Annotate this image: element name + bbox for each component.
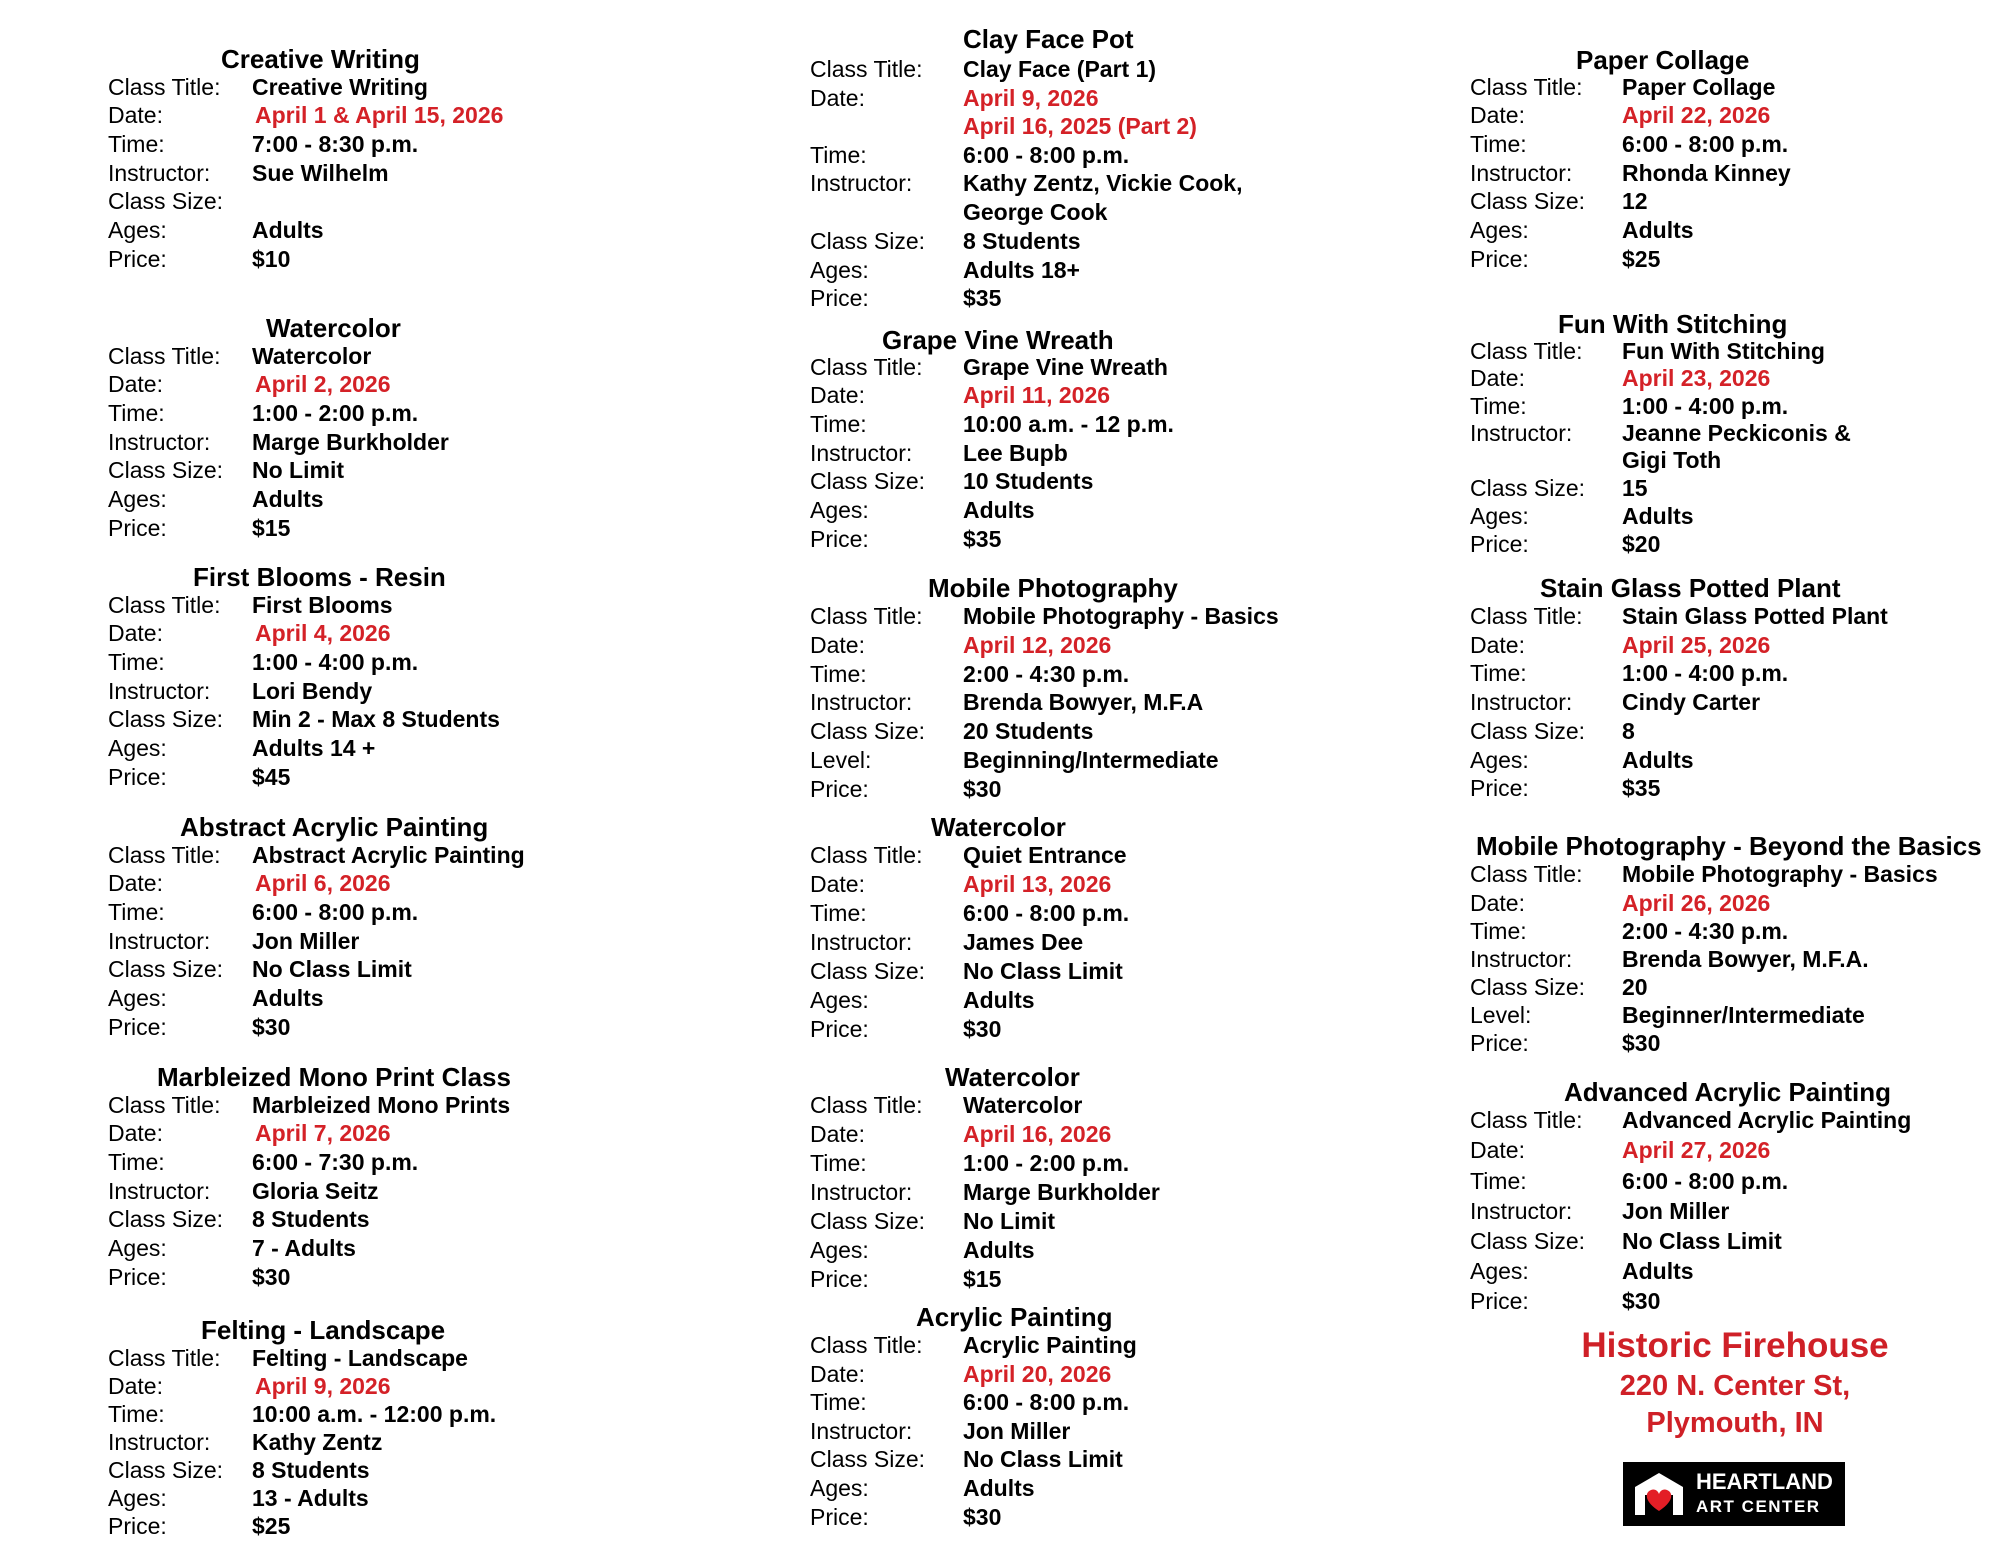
detail-label: Time:: [1470, 918, 1527, 944]
detail-value: $15: [963, 1266, 1002, 1292]
detail-value: $30: [1622, 1288, 1661, 1314]
detail-label: Class Size:: [810, 1446, 926, 1472]
detail-label: Time:: [1470, 1168, 1527, 1194]
detail-label: Time:: [810, 661, 867, 687]
venue-name: Historic Firehouse: [1581, 1326, 1889, 1365]
detail-label: Class Title:: [810, 354, 923, 380]
detail-label: Date:: [108, 1120, 163, 1146]
detail-value: $20: [1622, 531, 1661, 557]
class-heading: Marbleized Mono Print Class: [157, 1062, 511, 1092]
detail-value: Adults 18+: [963, 257, 1080, 283]
detail-value: Adults: [963, 1475, 1035, 1501]
detail-value: $30: [252, 1014, 291, 1040]
detail-label: Date:: [1470, 890, 1525, 916]
detail-value: Rhonda Kinney: [1622, 160, 1791, 186]
detail-label: Price:: [810, 1504, 869, 1530]
detail-label: Time:: [810, 900, 867, 926]
detail-value: Jon Miller: [252, 928, 360, 954]
detail-label: Class Size:: [810, 468, 926, 494]
detail-value: Adults: [1622, 747, 1694, 773]
detail-label: Instructor:: [108, 160, 211, 186]
detail-label: Time:: [1470, 660, 1527, 686]
detail-label: Class Size:: [108, 1457, 224, 1483]
detail-label: Class Title:: [810, 1332, 923, 1358]
detail-label: Price:: [1470, 775, 1529, 801]
detail-label: Date:: [810, 632, 865, 658]
detail-label: Price:: [810, 776, 869, 802]
detail-label: Class Title:: [108, 592, 221, 618]
detail-value: Cindy Carter: [1622, 689, 1761, 715]
detail-label: Ages:: [108, 1235, 167, 1261]
detail-value: 6:00 - 8:00 p.m.: [963, 1389, 1130, 1415]
detail-value: Mobile Photography - Basics: [963, 603, 1279, 629]
detail-value: Creative Writing: [252, 74, 428, 100]
detail-label: Ages:: [810, 1475, 869, 1501]
detail-value: 6:00 - 8:00 p.m.: [963, 142, 1130, 168]
detail-value: 7 - Adults: [252, 1235, 356, 1261]
detail-label: Instructor:: [108, 678, 211, 704]
detail-label: Date:: [1470, 365, 1525, 391]
detail-label: Price:: [108, 1513, 167, 1539]
detail-value: 7:00 - 8:30 p.m.: [252, 131, 419, 157]
detail-value: $30: [963, 776, 1002, 802]
detail-date-value: April 4, 2026: [255, 620, 391, 646]
detail-label: Class Size:: [108, 1206, 224, 1232]
detail-label: Date:: [108, 620, 163, 646]
detail-value: Watercolor: [963, 1092, 1083, 1118]
detail-date-value: April 11, 2026: [963, 382, 1111, 408]
detail-label: Class Size:: [810, 958, 926, 984]
detail-value: Jeanne Peckiconis &: [1622, 420, 1851, 446]
detail-label: Instructor:: [1470, 946, 1573, 972]
detail-value: 20: [1622, 974, 1648, 1000]
detail-value: 6:00 - 8:00 p.m.: [252, 899, 419, 925]
class-heading: Paper Collage: [1576, 45, 1750, 75]
detail-label: Price:: [1470, 1030, 1529, 1056]
detail-value: 1:00 - 4:00 p.m.: [1622, 393, 1789, 419]
detail-label: Time:: [810, 411, 867, 437]
detail-label: Ages:: [1470, 1258, 1529, 1284]
detail-value: Adults: [963, 987, 1035, 1013]
detail-label: Ages:: [108, 985, 167, 1011]
detail-value: No Limit: [252, 457, 344, 483]
detail-value: Adults: [252, 985, 324, 1011]
detail-value: $35: [963, 285, 1002, 311]
detail-value: Sue Wilhelm: [252, 160, 389, 186]
detail-label: Date:: [810, 1121, 865, 1147]
detail-label: Ages:: [810, 497, 869, 523]
detail-date-value: April 16, 2025 (Part 2): [963, 113, 1197, 139]
detail-label: Instructor:: [108, 429, 211, 455]
detail-value: Adults: [963, 497, 1035, 523]
detail-value: Adults: [252, 217, 324, 243]
detail-label: Instructor:: [1470, 689, 1573, 715]
detail-label: Instructor:: [810, 440, 913, 466]
detail-value: Paper Collage: [1622, 74, 1776, 100]
detail-value: Brenda Bowyer, M.F.A: [963, 689, 1204, 715]
detail-label: Class Title:: [108, 1092, 221, 1118]
detail-label: Price:: [108, 515, 167, 541]
detail-value: 1:00 - 4:00 p.m.: [252, 649, 419, 675]
detail-label: Price:: [108, 764, 167, 790]
detail-label: Price:: [1470, 246, 1529, 272]
detail-value: 6:00 - 7:30 p.m.: [252, 1149, 419, 1175]
class-heading: Grape Vine Wreath: [882, 325, 1114, 355]
detail-value: Adults: [1622, 503, 1694, 529]
class-heading: Felting - Landscape: [201, 1315, 446, 1345]
detail-label: Time:: [810, 1150, 867, 1176]
detail-label: Date:: [108, 371, 163, 397]
detail-date-value: April 6, 2026: [255, 870, 391, 896]
detail-value: $45: [252, 764, 291, 790]
detail-label: Class Title:: [1470, 603, 1583, 629]
heartland-art-center-logo: [1623, 1462, 1845, 1526]
detail-label: Ages:: [810, 257, 869, 283]
detail-value: Abstract Acrylic Painting: [252, 842, 525, 868]
detail-value: Stain Glass Potted Plant: [1622, 603, 1888, 629]
detail-label: Class Title:: [810, 603, 923, 629]
detail-value: $35: [1622, 775, 1661, 801]
detail-label: Date:: [810, 85, 865, 111]
detail-value: Clay Face (Part 1): [963, 56, 1157, 82]
heart-house-icon: [1631, 1471, 1687, 1517]
detail-label: Date:: [810, 871, 865, 897]
detail-label: Time:: [108, 1401, 165, 1427]
detail-value: Min 2 - Max 8 Students: [252, 706, 500, 732]
detail-label: Class Size:: [1470, 1228, 1586, 1254]
detail-label: Date:: [108, 1373, 163, 1399]
detail-label: Ages:: [108, 486, 167, 512]
detail-value: $15: [252, 515, 291, 541]
detail-label: Date:: [108, 870, 163, 896]
detail-value: Kathy Zentz: [252, 1429, 383, 1455]
detail-value: 1:00 - 2:00 p.m.: [252, 400, 419, 426]
detail-label: Class Size:: [810, 718, 926, 744]
detail-label: Class Size:: [1470, 475, 1586, 501]
detail-label: Ages:: [108, 217, 167, 243]
detail-label: Price:: [1470, 531, 1529, 557]
detail-label: Time:: [108, 400, 165, 426]
detail-label: Price:: [1470, 1288, 1529, 1314]
detail-value: 2:00 - 4:30 p.m.: [963, 661, 1130, 687]
detail-label: Time:: [108, 899, 165, 925]
detail-value: Grape Vine Wreath: [963, 354, 1168, 380]
class-heading: Watercolor: [931, 812, 1066, 842]
detail-value: Adults: [1622, 1258, 1694, 1284]
detail-value: Brenda Bowyer, M.F.A.: [1622, 946, 1869, 972]
detail-label: Price:: [108, 246, 167, 272]
detail-value: First Blooms: [252, 592, 393, 618]
detail-value: 1:00 - 4:00 p.m.: [1622, 660, 1789, 686]
detail-date-value: April 2, 2026: [255, 371, 391, 397]
detail-label: Instructor:: [1470, 420, 1573, 446]
class-heading: Advanced Acrylic Painting: [1564, 1077, 1892, 1107]
detail-label: Price:: [810, 1266, 869, 1292]
detail-label: Time:: [810, 1389, 867, 1415]
detail-label: Class Title:: [810, 842, 923, 868]
detail-value: Kathy Zentz, Vickie Cook,: [963, 170, 1243, 196]
detail-label: Instructor:: [1470, 160, 1573, 186]
class-heading: Watercolor: [945, 1062, 1080, 1092]
detail-label: Level:: [1470, 1002, 1532, 1028]
detail-value: $30: [963, 1016, 1002, 1042]
detail-label: Ages:: [108, 1485, 167, 1511]
detail-label: Price:: [810, 1016, 869, 1042]
detail-value: 15: [1622, 475, 1648, 501]
detail-label: Class Size:: [108, 956, 224, 982]
detail-value: Jon Miller: [963, 1418, 1071, 1444]
detail-date-value: April 12, 2026: [963, 632, 1112, 658]
logo-line-1: HEARTLAND: [1696, 1469, 1833, 1494]
detail-label: Class Size:: [810, 1208, 926, 1234]
detail-label: Ages:: [1470, 747, 1529, 773]
detail-value: No Class Limit: [963, 958, 1123, 984]
detail-value: Quiet Entrance: [963, 842, 1127, 868]
class-heading: Abstract Acrylic Painting: [180, 812, 489, 842]
detail-value: 10:00 a.m. - 12 p.m.: [963, 411, 1174, 437]
detail-label: Ages:: [810, 987, 869, 1013]
detail-value: Beginning/Intermediate: [963, 747, 1219, 773]
detail-date-value: April 23, 2026: [1622, 365, 1771, 391]
class-heading: Acrylic Painting: [916, 1302, 1113, 1332]
detail-value: 13 - Adults: [252, 1485, 369, 1511]
detail-value: 8 Students: [963, 228, 1081, 254]
detail-label: Time:: [108, 1149, 165, 1175]
detail-label: Class Title:: [1470, 1107, 1583, 1133]
detail-value: Lori Bendy: [252, 678, 373, 704]
detail-date-value: April 27, 2026: [1622, 1137, 1771, 1163]
detail-value: Advanced Acrylic Painting: [1622, 1107, 1912, 1133]
detail-label: Class Title:: [1470, 74, 1583, 100]
detail-value: 8 Students: [252, 1206, 370, 1232]
detail-label: Class Size:: [1470, 974, 1586, 1000]
detail-date-value: April 9, 2026: [963, 85, 1099, 111]
detail-value: 8 Students: [252, 1457, 370, 1483]
detail-label: Instructor:: [108, 1178, 211, 1204]
detail-date-value: April 1 & April 15, 2026: [255, 102, 504, 128]
class-heading: Creative Writing: [221, 44, 420, 74]
detail-label: Ages:: [1470, 217, 1529, 243]
detail-label: Class Size:: [1470, 718, 1586, 744]
detail-date-value: April 9, 2026: [255, 1373, 391, 1399]
detail-value: $35: [963, 526, 1002, 552]
detail-value: James Dee: [963, 929, 1084, 955]
detail-label: Time:: [1470, 393, 1527, 419]
class-heading: Fun With Stitching: [1558, 309, 1788, 339]
detail-date-value: April 22, 2026: [1622, 102, 1771, 128]
detail-value: 10:00 a.m. - 12:00 p.m.: [252, 1401, 497, 1427]
detail-value: 2:00 - 4:30 p.m.: [1622, 918, 1789, 944]
venue-address-city: Plymouth, IN: [1646, 1407, 1824, 1439]
detail-label: Class Size:: [108, 188, 224, 214]
detail-value: $25: [1622, 246, 1661, 272]
detail-value: Mobile Photography - Basics: [1622, 861, 1938, 887]
detail-label: Date:: [1470, 1137, 1525, 1163]
detail-value: No Class Limit: [1622, 1228, 1782, 1254]
class-heading: Stain Glass Potted Plant: [1540, 573, 1841, 603]
detail-date-value: April 26, 2026: [1622, 890, 1771, 916]
detail-date-value: April 20, 2026: [963, 1361, 1112, 1387]
detail-value: No Class Limit: [252, 956, 412, 982]
detail-value: No Class Limit: [963, 1446, 1123, 1472]
detail-label: Ages:: [108, 735, 167, 761]
detail-value: Watercolor: [252, 343, 372, 369]
detail-value: Lee Bupb: [963, 440, 1068, 466]
detail-label: Date:: [108, 102, 163, 128]
detail-label: Instructor:: [108, 928, 211, 954]
detail-label: Price:: [810, 526, 869, 552]
detail-label: Time:: [1470, 131, 1527, 157]
detail-label: Class Size:: [108, 706, 224, 732]
detail-label: Ages:: [1470, 503, 1529, 529]
detail-label: Time:: [108, 649, 165, 675]
detail-label: Date:: [810, 1361, 865, 1387]
detail-date-value: April 7, 2026: [255, 1120, 391, 1146]
detail-value: Marbleized Mono Prints: [252, 1092, 511, 1118]
detail-value: $25: [252, 1513, 291, 1539]
detail-label: Instructor:: [810, 170, 913, 196]
detail-label: Instructor:: [810, 1179, 913, 1205]
detail-value: Jon Miller: [1622, 1198, 1730, 1224]
detail-label: Class Title:: [108, 74, 221, 100]
detail-value: No Limit: [963, 1208, 1055, 1234]
detail-label: Ages:: [810, 1237, 869, 1263]
detail-label: Class Title:: [810, 1092, 923, 1118]
detail-label: Instructor:: [810, 929, 913, 955]
detail-value: 20 Students: [963, 718, 1094, 744]
detail-value: 6:00 - 8:00 p.m.: [963, 900, 1130, 926]
logo-line-2: ART CENTER: [1696, 1497, 1821, 1516]
detail-value: Beginner/Intermediate: [1622, 1002, 1865, 1028]
detail-value: 12: [1622, 188, 1648, 214]
detail-label: Time:: [108, 131, 165, 157]
detail-value: 6:00 - 8:00 p.m.: [1622, 131, 1789, 157]
detail-label: Instructor:: [108, 1429, 211, 1455]
detail-label: Class Title:: [108, 842, 221, 868]
detail-label: Date:: [1470, 632, 1525, 658]
detail-value: $10: [252, 246, 291, 272]
detail-value: $30: [252, 1264, 291, 1290]
detail-label: Class Title:: [810, 56, 923, 82]
detail-value: Fun With Stitching: [1622, 338, 1825, 364]
detail-label: Class Size:: [108, 457, 224, 483]
class-heading: Watercolor: [266, 313, 401, 343]
class-heading: First Blooms - Resin: [193, 562, 446, 592]
detail-label: Instructor:: [810, 1418, 913, 1444]
detail-value: 1:00 - 2:00 p.m.: [963, 1150, 1130, 1176]
detail-value: Adults: [252, 486, 324, 512]
detail-value: Gigi Toth: [1622, 447, 1722, 473]
detail-label: Date:: [1470, 102, 1525, 128]
detail-date-value: April 16, 2026: [963, 1121, 1112, 1147]
detail-label: Class Size:: [810, 228, 926, 254]
class-heading: Mobile Photography: [928, 573, 1178, 603]
detail-value: Felting - Landscape: [252, 1345, 468, 1371]
detail-value: Adults: [963, 1237, 1035, 1263]
detail-label: Class Title:: [108, 1345, 221, 1371]
detail-value: $30: [1622, 1030, 1661, 1056]
detail-value: Acrylic Painting: [963, 1332, 1137, 1358]
detail-date-value: April 25, 2026: [1622, 632, 1771, 658]
detail-value: Marge Burkholder: [252, 429, 449, 455]
detail-label: Class Title:: [1470, 338, 1583, 364]
detail-date-value: April 13, 2026: [963, 871, 1112, 897]
detail-label: Class Size:: [1470, 188, 1586, 214]
detail-label: Price:: [810, 285, 869, 311]
venue-address-street: 220 N. Center St,: [1619, 1370, 1851, 1402]
detail-value: Adults 14 +: [252, 735, 376, 761]
detail-label: Instructor:: [1470, 1198, 1573, 1224]
class-heading: Clay Face Pot: [963, 24, 1134, 54]
detail-value: 6:00 - 8:00 p.m.: [1622, 1168, 1789, 1194]
detail-value: George Cook: [963, 199, 1108, 225]
detail-label: Price:: [108, 1014, 167, 1040]
detail-label: Instructor:: [810, 689, 913, 715]
detail-label: Class Title:: [1470, 861, 1583, 887]
detail-value: 8: [1622, 718, 1635, 744]
detail-value: Gloria Seitz: [252, 1178, 379, 1204]
class-heading: Mobile Photography - Beyond the Basics: [1476, 831, 1982, 861]
detail-label: Class Title:: [108, 343, 221, 369]
detail-label: Level:: [810, 747, 872, 773]
detail-value: $30: [963, 1504, 1002, 1530]
detail-value: Marge Burkholder: [963, 1179, 1160, 1205]
detail-label: Date:: [810, 382, 865, 408]
detail-label: Time:: [810, 142, 867, 168]
detail-label: Price:: [108, 1264, 167, 1290]
detail-value: 10 Students: [963, 468, 1094, 494]
detail-value: Adults: [1622, 217, 1694, 243]
